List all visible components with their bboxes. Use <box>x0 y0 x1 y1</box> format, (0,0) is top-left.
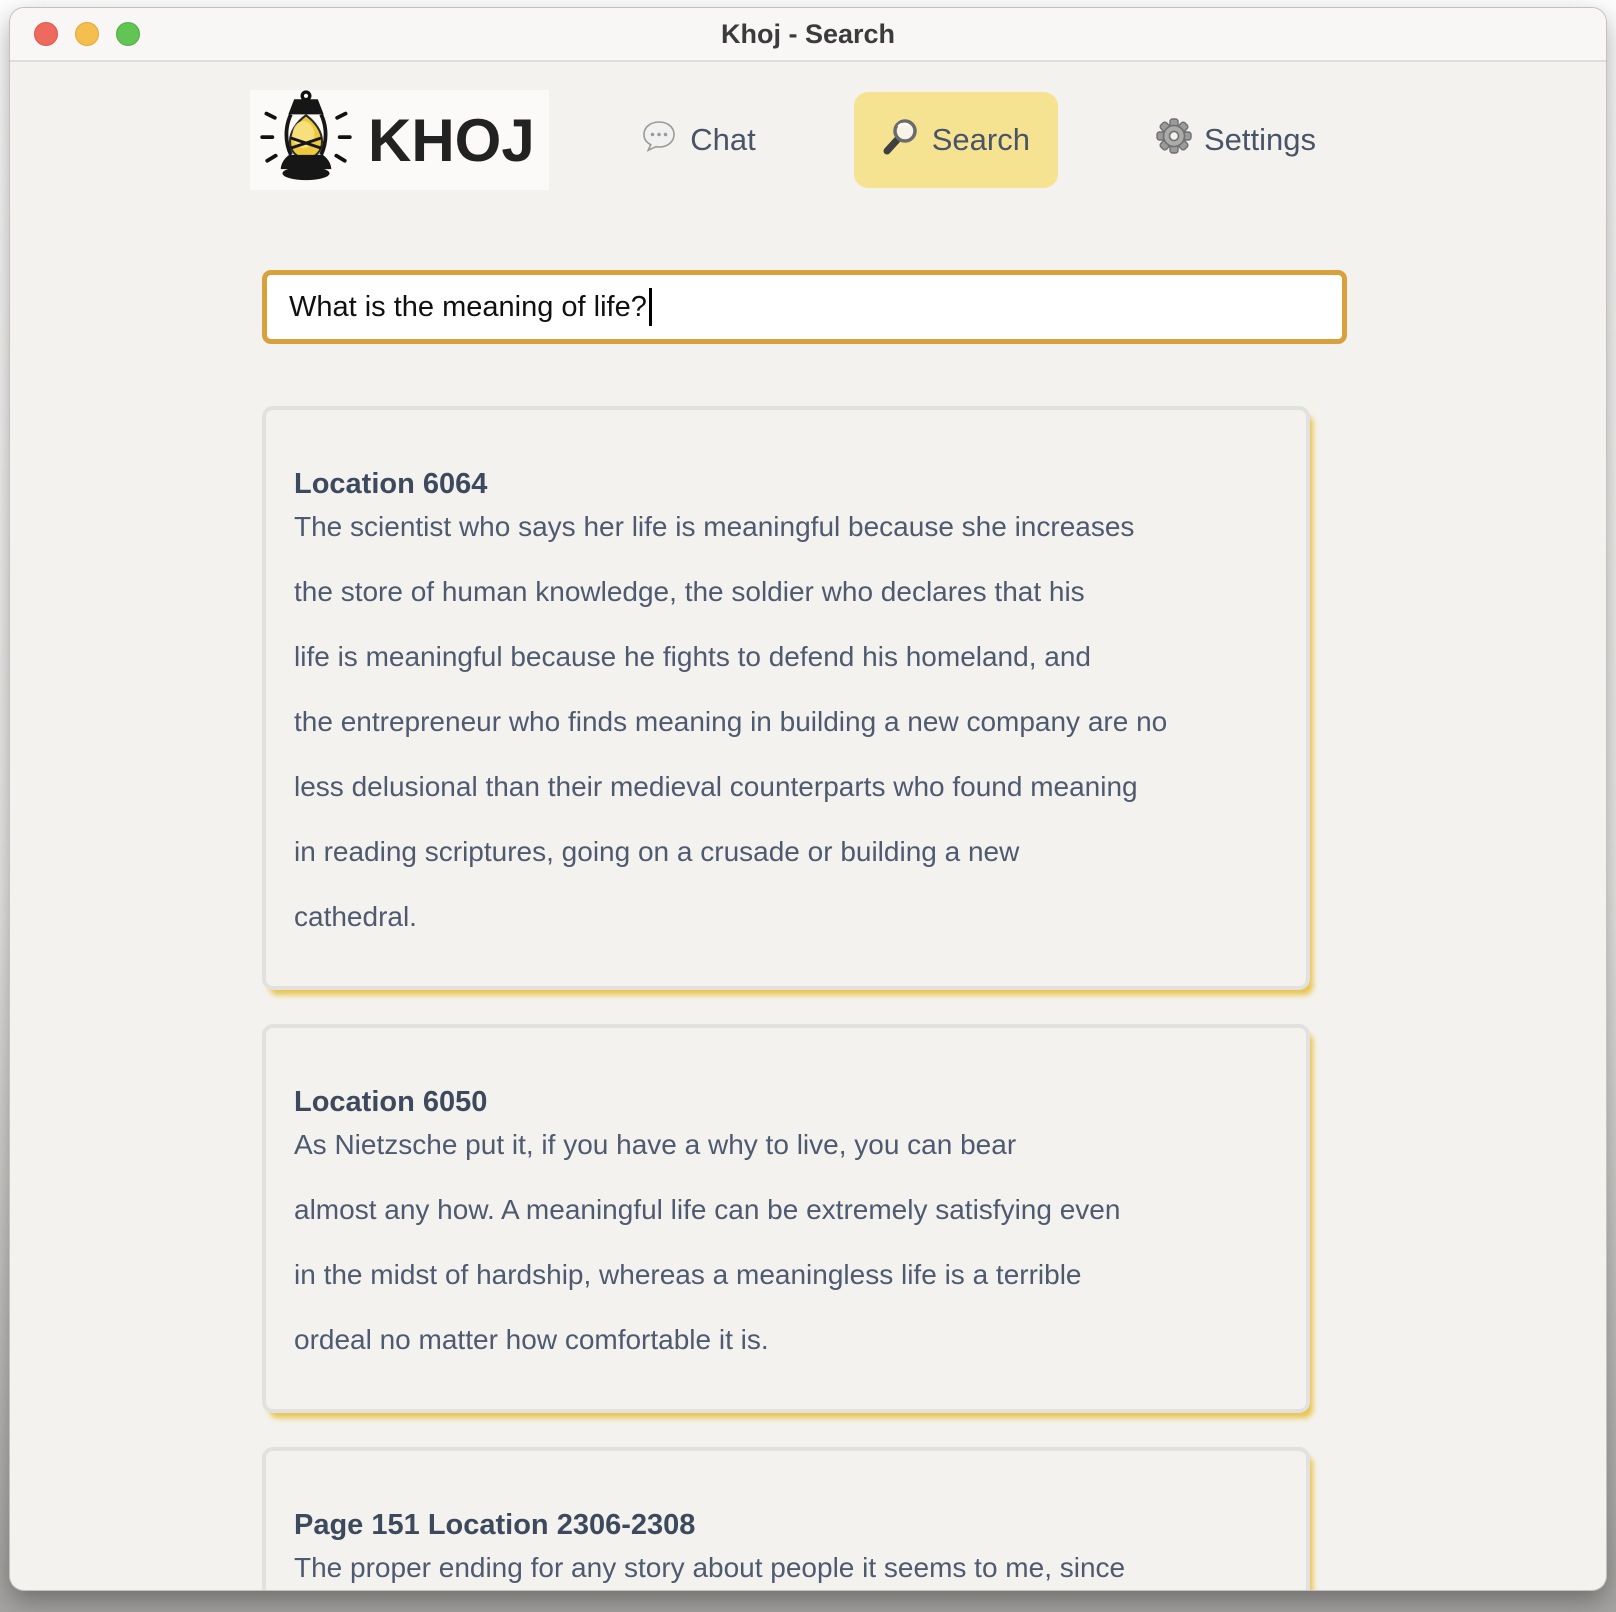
result-line: As Nietzsche put it, if you have a why to live, you can bear <box>294 1129 1017 1160</box>
lantern-icon <box>258 90 354 191</box>
zoom-window-button[interactable] <box>116 22 140 46</box>
result-line: The scientist who says her life is meaningful because she increases <box>294 511 1135 542</box>
traffic-lights <box>34 22 140 46</box>
result-heading: Location 6050 <box>294 1086 488 1118</box>
nav-settings-label: Settings <box>1203 122 1316 157</box>
result-line: cathedral. <box>294 901 417 932</box>
nav-settings[interactable] <box>1128 93 1344 187</box>
result-line: the entrepreneur who finds meaning in building a new company are no <box>294 706 1168 737</box>
chat-bubble-icon <box>640 118 678 162</box>
search-query-text: What is the meaning of life? <box>289 290 647 323</box>
result-card[interactable] <box>262 1024 1310 1413</box>
result-line: in reading scriptures, going on a crusade or building a new <box>294 836 1020 867</box>
result-line: The proper ending for any story about people it seems to me, since <box>294 1552 1126 1583</box>
window-title: Khoj - Search <box>720 18 896 49</box>
result-card[interactable] <box>262 1447 1310 1590</box>
magnifier-icon <box>882 117 920 163</box>
result-line: in the midst of hardship, whereas a meaningless life is a terrible <box>294 1259 1082 1290</box>
result-line: almost any how. A meaningful life can be extremely satisfying even <box>294 1194 1121 1225</box>
logo-wordmark: KHOJ <box>368 106 535 174</box>
close-window-button[interactable] <box>34 22 58 46</box>
app-window <box>10 8 1606 1590</box>
result-line: ordeal no matter how comfortable it is. <box>294 1324 769 1355</box>
khoj-logo <box>250 90 549 190</box>
result-card[interactable] <box>262 406 1310 990</box>
nav-search-label: Search <box>931 122 1030 157</box>
gear-icon <box>1156 118 1192 162</box>
nav-search[interactable] <box>854 92 1058 188</box>
result-line: less delusional than their medieval counterparts who found meaning <box>294 771 1138 802</box>
result-heading: Location 6064 <box>294 468 488 500</box>
text-caret <box>649 288 652 326</box>
minimize-window-button[interactable] <box>75 22 99 46</box>
result-line: the store of human knowledge, the soldier who declares that his <box>294 576 1085 607</box>
main-nav <box>612 92 1344 188</box>
app-header <box>250 90 1344 190</box>
titlebar[interactable] <box>10 8 1606 62</box>
nav-chat[interactable] <box>612 93 783 187</box>
result-heading: Page 151 Location 2306-2308 <box>294 1509 696 1541</box>
search-results <box>262 406 1310 1590</box>
nav-chat-label: Chat <box>690 122 756 157</box>
result-line: life is meaningful because he fights to defend his homeland, and <box>294 641 1091 672</box>
search-input[interactable] <box>262 270 1347 344</box>
